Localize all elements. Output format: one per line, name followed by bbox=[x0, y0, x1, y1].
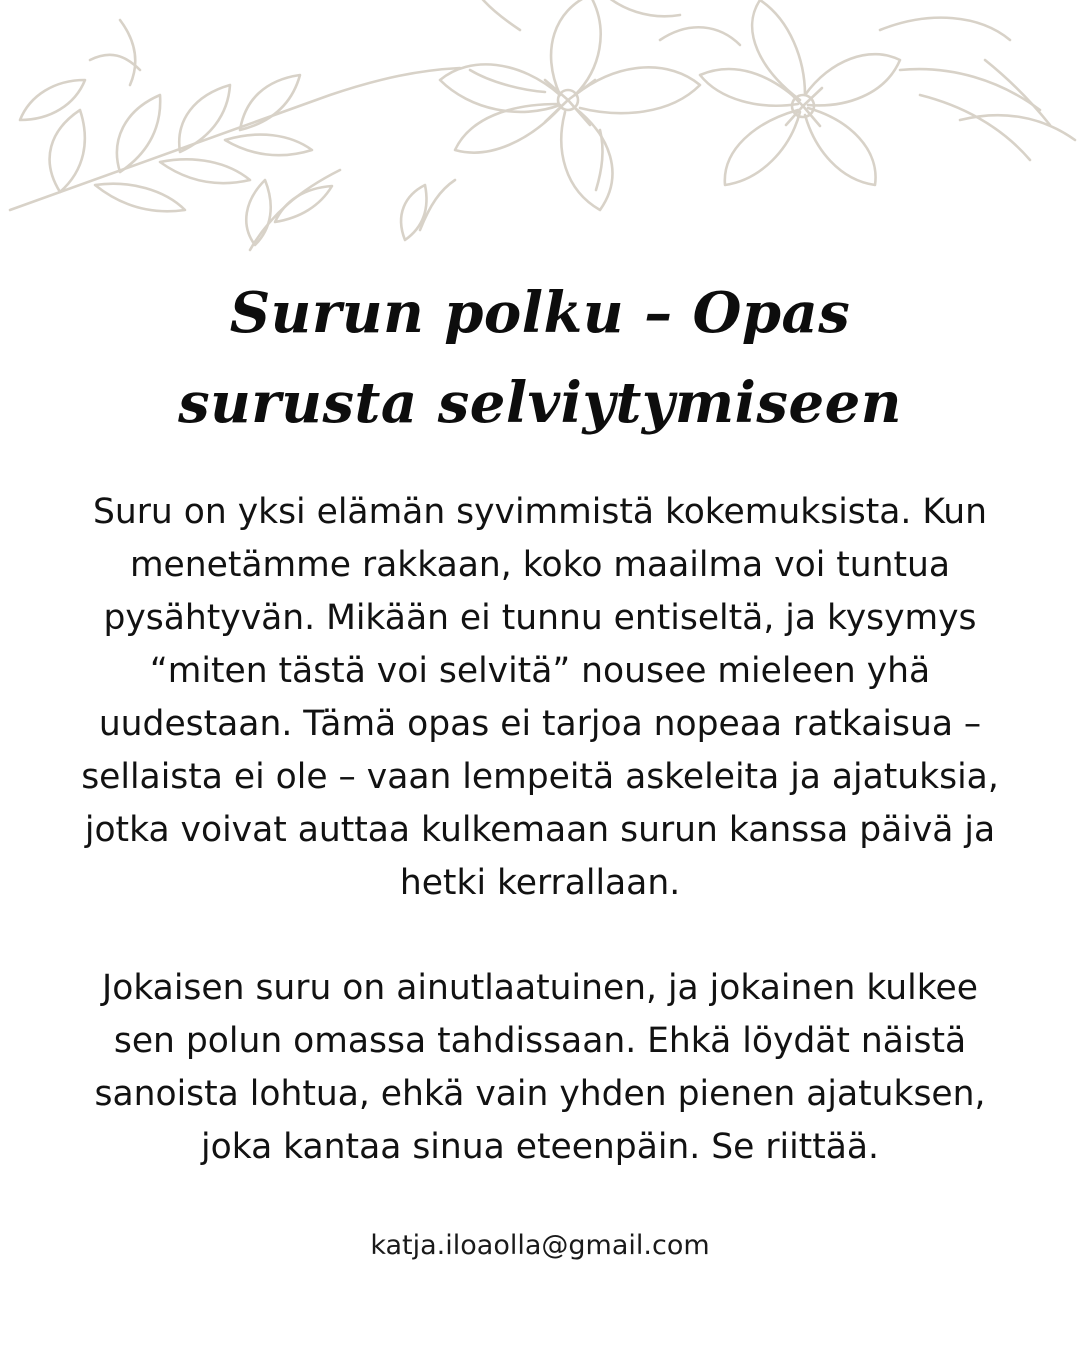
flower-right bbox=[700, 0, 1075, 185]
leaf-branch-left bbox=[10, 20, 460, 211]
page-title: Surun polku – Opas surusta selviytymiseen bbox=[178, 280, 902, 436]
contact-email: katja.iloaolla@gmail.com bbox=[370, 1230, 710, 1261]
flower-top bbox=[474, 0, 740, 45]
floral-decoration bbox=[0, 0, 1080, 260]
closing-paragraph: Jokaisen suru on ainutlaatuinen, ja jokainen kulkee sen polun omassa tahdissaan. Ehkä löydät näistä sanoista lohtua, ehkä vain yhden pienen ajatuksen, joka kantaa sinua eteenpäin. Se riittää. bbox=[94, 968, 986, 1167]
flower-large bbox=[440, 0, 700, 210]
intro-paragraph: Suru on yksi elämän syvimmistä kokemuksista. Kun menetämme rakkaan, koko maailma voi tuntua pysähtyvän. Mikään ei tunnu entiseltä, ja kysymys “miten tästä voi selvitä” nousee mieleen yhä uudestaan. Tämä opas ei tarjoa nopeaa ratkaisua – sellaista ei ole – vaan lempeitä askeleita ja ajatuksia, jotka voivat auttaa kulkemaan surun kanssa päivä ja hetki kerrallaan. bbox=[81, 492, 999, 903]
stem-lower bbox=[246, 170, 455, 250]
